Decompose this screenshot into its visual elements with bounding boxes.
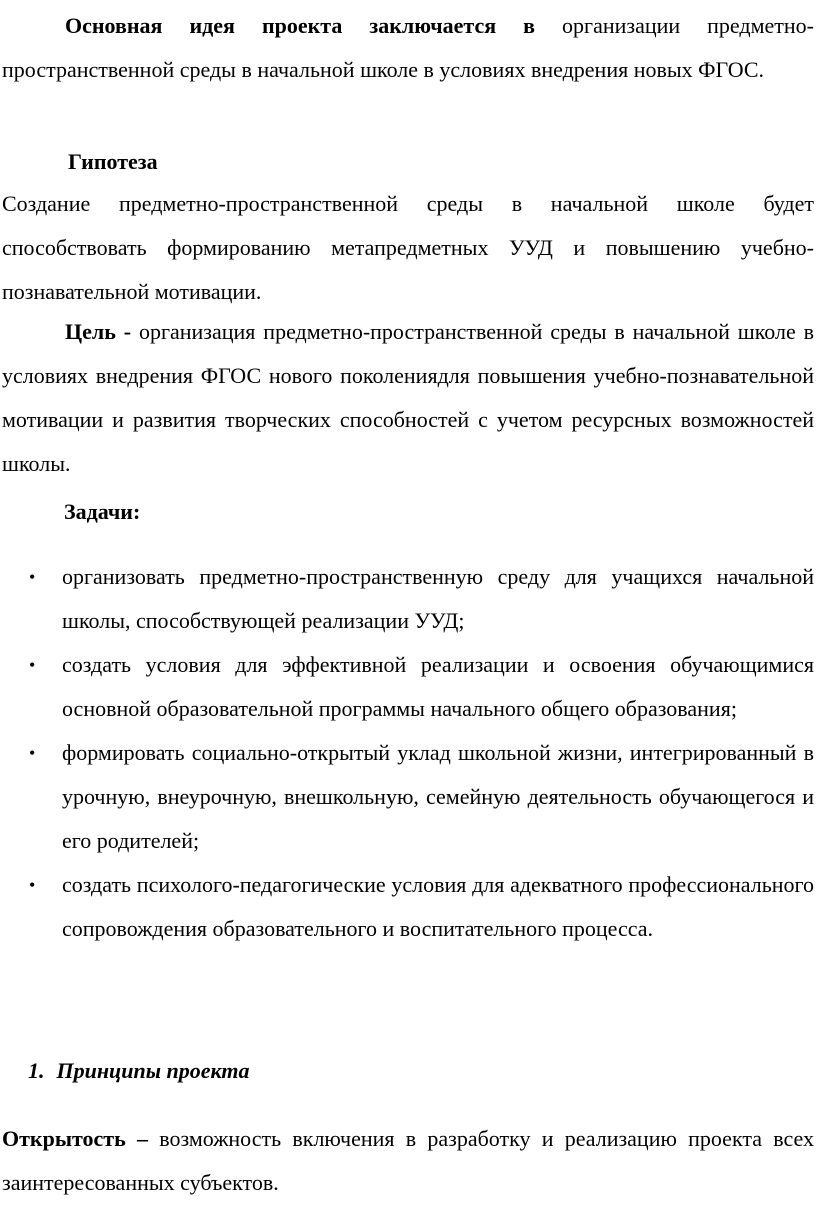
- bullet-icon: •: [29, 655, 36, 675]
- bullet-icon: •: [29, 567, 36, 587]
- task-text: создать психолого-педагогические условия для адекватного профессионального сопровождения образовательного и воспитательного процесса.: [62, 872, 814, 941]
- principles-title: Принципы проекта: [56, 1058, 250, 1083]
- list-item: [0, 863, 814, 951]
- principles-heading: [28, 1056, 250, 1086]
- goal-paragraph: [2, 310, 814, 486]
- tasks-list: [0, 555, 814, 951]
- task-text: формировать социально-открытый уклад школьной жизни, интегрированный в урочную, внеурочную, внешкольную, семейную деятельность обучающегося и его родителей;: [62, 740, 814, 853]
- bullet-icon: •: [29, 875, 36, 895]
- list-item: [0, 555, 814, 643]
- openness-paragraph: [2, 1117, 814, 1205]
- main-idea-text: организации предметно-пространственной среды в начальной школе в условиях внедрения новых ФГОС.: [2, 13, 814, 82]
- bullet-icon: •: [29, 743, 36, 763]
- list-item: [0, 643, 814, 731]
- task-text: создать условия для эффективной реализации и освоения обучающимися основной образовательной программы начального общего образования;: [62, 652, 814, 721]
- goal-lead: Цель -: [65, 319, 132, 344]
- main-idea-lead: Основная идея проекта заключается в: [65, 13, 536, 38]
- principles-number: 1.: [28, 1058, 45, 1083]
- hypothesis-paragraph: Создание предметно-пространственной среды в начальной школе будет способствовать формированию метапредметных УУД и повышению учебно-познавательной мотивации.: [2, 191, 814, 304]
- hypothesis-heading: Гипотеза: [68, 149, 158, 174]
- task-text: организовать предметно-пространственную среду для учащихся начальной школы, способствующей реализации УУД;: [62, 564, 814, 633]
- openness-lead: Открытость –: [2, 1126, 148, 1151]
- openness-text: возможность включения в разработку и реализацию проекта всех заинтересованных субъектов.: [2, 1126, 814, 1195]
- tasks-heading: Задачи:: [64, 499, 141, 524]
- list-item: [0, 731, 814, 863]
- main-idea-paragraph: [2, 4, 814, 92]
- goal-text: организация предметно-пространственной среды в начальной школе в условиях внедрения ФГОС нового поколениядля повышения учебно-познавательной мотивации и развития творческих способностей с учетом ресурсных возможностей школы.: [2, 319, 814, 476]
